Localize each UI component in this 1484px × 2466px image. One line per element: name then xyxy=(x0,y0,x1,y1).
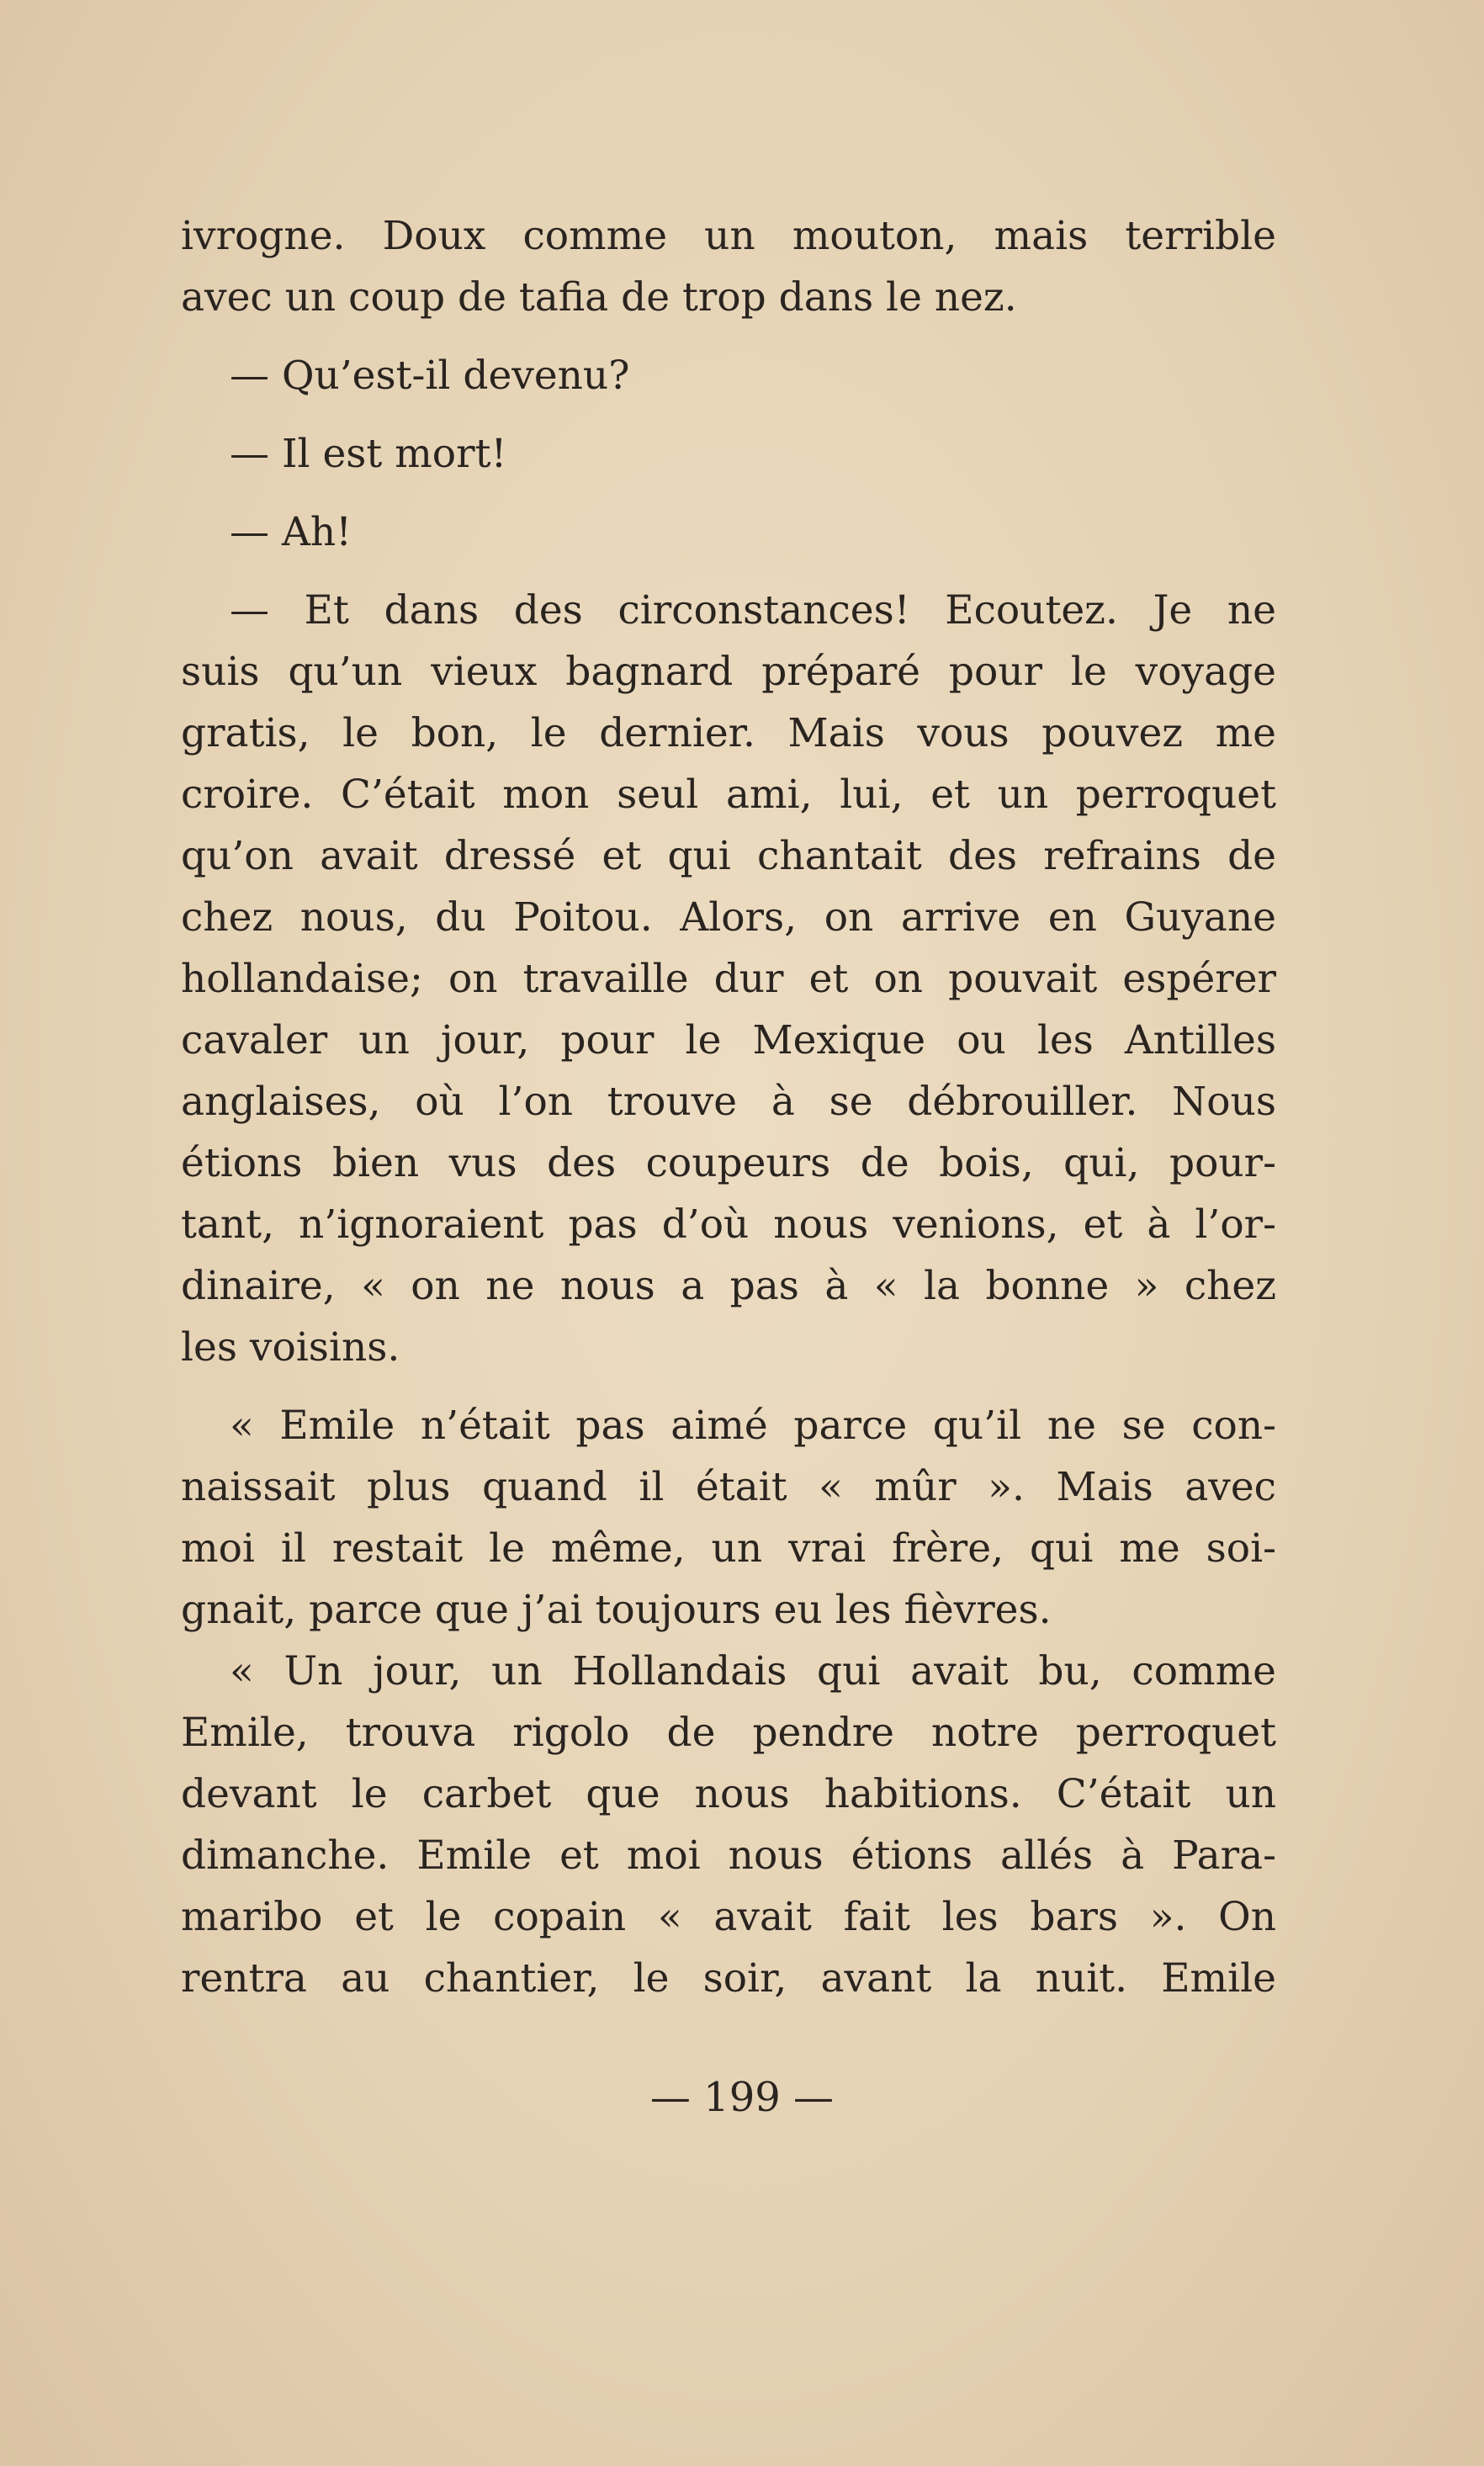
text-line: Emile, trouva rigolo de pendre notre perroquet xyxy=(181,1710,1276,1756)
text-line: avec un coup de tafia de trop dans le nez. xyxy=(181,274,1017,321)
text-line: — Qu’est-il devenu? xyxy=(230,353,630,399)
text-line: gratis, le bon, le dernier. Mais vous pouvez me xyxy=(181,710,1276,756)
text-line: « Emile n’était pas aimé parce qu’il ne se con- xyxy=(230,1403,1276,1449)
text-line: les voisins. xyxy=(181,1324,400,1371)
text-line: dimanche. Emile et moi nous étions allés à Para- xyxy=(181,1832,1276,1879)
text-line: — Et dans des circonstances! Ecoutez. Je ne xyxy=(230,587,1276,634)
text-line: étions bien vus des coupeurs de bois, qui, pour- xyxy=(181,1140,1276,1186)
text-line: suis qu’un vieux bagnard préparé pour le voyage xyxy=(181,649,1276,695)
text-line: cavaler un jour, pour le Mexique ou les Antilles xyxy=(181,1017,1276,1063)
text-line: maribo et le copain « avait fait les bars ». On xyxy=(181,1894,1276,1940)
text-line: dinaire, « on ne nous a pas à « la bonne » chez xyxy=(181,1263,1276,1309)
text-line: — Il est mort! xyxy=(230,431,507,477)
text-line: « Un jour, un Hollandais qui avait bu, comme xyxy=(230,1648,1276,1694)
paragraph-1 xyxy=(181,205,1276,328)
text-line: naissait plus quand il était « mûr ». Mais avec xyxy=(181,1464,1276,1510)
body-text xyxy=(181,205,1276,2009)
text-line: hollandaise; on travaille dur et on pouvait espérer xyxy=(181,956,1276,1002)
text-line: rentra au chantier, le soir, avant la nuit. Emile xyxy=(181,1955,1276,2002)
paragraph-7 xyxy=(181,1641,1276,2009)
text-line: ivrogne. Doux comme un mouton, mais terrible xyxy=(181,213,1276,259)
text-line: croire. C’était mon seul ami, lui, et un perroquet xyxy=(181,772,1276,818)
text-line: chez nous, du Poitou. Alors, on arrive en Guyane xyxy=(181,894,1276,941)
text-line: — Ah! xyxy=(230,509,352,555)
text-line: tant, n’ignoraient pas d’où nous venions, et à l’or- xyxy=(181,1201,1276,1248)
text-line: qu’on avait dressé et qui chantait des refrains de xyxy=(181,833,1276,879)
paragraph-6 xyxy=(181,1395,1276,1641)
paragraph-2 xyxy=(181,345,1276,406)
paragraph-3 xyxy=(181,423,1276,485)
paragraph-5 xyxy=(181,580,1276,1378)
text-line: anglaises, où l’on trouve à se débrouiller. Nous xyxy=(181,1079,1276,1125)
text-line: moi il restait le même, un vrai frère, qui me soi- xyxy=(181,1525,1276,1572)
paragraph-4 xyxy=(181,501,1276,563)
text-line: devant le carbet que nous habitions. C’était un xyxy=(181,1771,1276,1817)
text-line: gnait, parce que j’ai toujours eu les fièvres. xyxy=(181,1587,1052,1633)
page-number: — 199 — xyxy=(649,2074,835,2121)
